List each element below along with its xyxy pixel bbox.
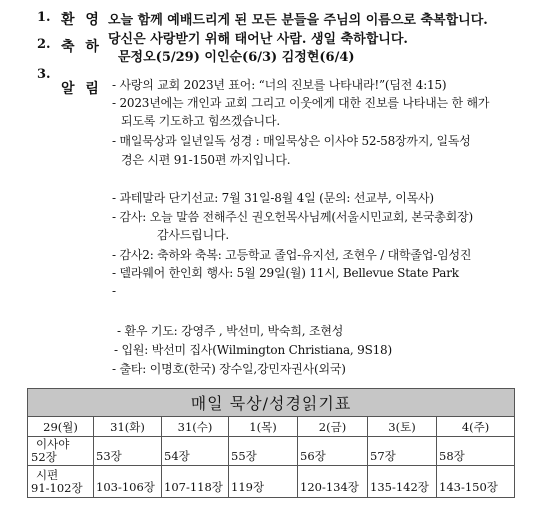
- announcement-line: - 과테말라 단기선교: 7월 31일-8월 4일 (문의: 선교부, 이목사): [112, 191, 434, 205]
- birthday-text: 당신은 사랑받기 위해 태어난 사람. 생일 축하합니다.: [108, 32, 408, 47]
- section-number: 2.: [37, 37, 51, 52]
- announcement-line: 되도록 기도하고 힘쓰겠습니다.: [121, 114, 280, 128]
- day-header: 4(주): [437, 417, 515, 437]
- row-label-bottom: 91-102장: [31, 480, 83, 495]
- row-label-bottom: 52장: [31, 450, 57, 464]
- day-header: 2(금): [298, 417, 368, 437]
- announcement-line: - 감사2: 축하와 축복: 고등학교 졸업-유지선, 조현우 / 대학졸업-임성진: [112, 248, 472, 262]
- section-label-birthday: 축 하: [61, 39, 102, 55]
- row-label-top: 시편: [36, 467, 59, 482]
- section-label-welcome: 환 영: [61, 12, 102, 28]
- row-label: [28, 437, 94, 466]
- table-row: [28, 417, 515, 437]
- announcement-line: - 사랑의 교회 2023년 표어: “너의 진보를 나타내라!”(딤전 4:15): [112, 78, 447, 92]
- welcome-text: 오늘 함께 예배드리게 된 모든 분들을 주님의 이름으로 축복합니다.: [108, 13, 488, 28]
- announcement-line: -: [112, 284, 116, 298]
- table-cell: 120-134장: [298, 466, 368, 498]
- section-label-announcements: 알 림: [61, 81, 102, 97]
- day-header: 3(토): [368, 417, 437, 437]
- day-header: 1(목): [229, 417, 298, 437]
- table-cell: 107-118장: [162, 466, 229, 498]
- table-row: [28, 437, 515, 466]
- table-cell: 53장: [94, 437, 162, 466]
- announcement-line: 감사드립니다.: [157, 228, 229, 242]
- table-cell: 56장: [298, 437, 368, 466]
- section-number: 3.: [37, 67, 51, 82]
- day-header: 31(수): [162, 417, 229, 437]
- section-number: 1.: [37, 10, 51, 25]
- table-cell: 119장: [229, 466, 298, 498]
- announcement-line: - 매일묵상과 일년일독 성경 : 매일묵상은 이사야 52-58장까지, 일독성: [112, 134, 471, 148]
- announcement-line: - 감사: 오늘 말씀 전해주신 권오헌목사님께(서울시민교회, 본국총회장): [112, 210, 473, 224]
- row-label: [28, 466, 94, 498]
- table-cell: 103-106장: [94, 466, 162, 498]
- reading-table-title: 매일 묵상/성경읽기표: [28, 389, 515, 417]
- table-cell: 135-142장: [368, 466, 437, 498]
- table-cell: 143-150장: [437, 466, 515, 498]
- table-cell: 58장: [437, 437, 515, 466]
- table-cell: 54장: [162, 437, 229, 466]
- table-row: [28, 466, 515, 498]
- announcement-line: 경은 시편 91-150편 까지입니다.: [121, 153, 291, 167]
- table-cell: 57장: [368, 437, 437, 466]
- day-header: 31(화): [94, 417, 162, 437]
- birthday-names: 문정오(5/29) 이인순(6/3) 김정현(6/4): [118, 50, 355, 65]
- reading-table: [27, 388, 515, 498]
- announcement-line: - 환우 기도: 강영주 , 박선미, 박숙희, 조현성: [117, 324, 344, 338]
- day-header: 29(월): [28, 417, 94, 437]
- announcement-line: - 델라웨어 한인회 행사: 5월 29일(월) 11시, Bellevue State Park: [112, 266, 459, 280]
- announcement-line: - 입원: 박선미 집사(Wilmington Christiana, 9S18): [114, 343, 392, 357]
- announcement-line: - 2023년에는 개인과 교회 그리고 이웃에게 대한 진보를 나타내는 한 해가: [112, 96, 490, 110]
- announcement-line: - 출타: 이명호(한국) 장수일,강민자권사(외국): [112, 362, 346, 376]
- row-label-top: 이사야: [36, 437, 70, 451]
- table-cell: 55장: [229, 437, 298, 466]
